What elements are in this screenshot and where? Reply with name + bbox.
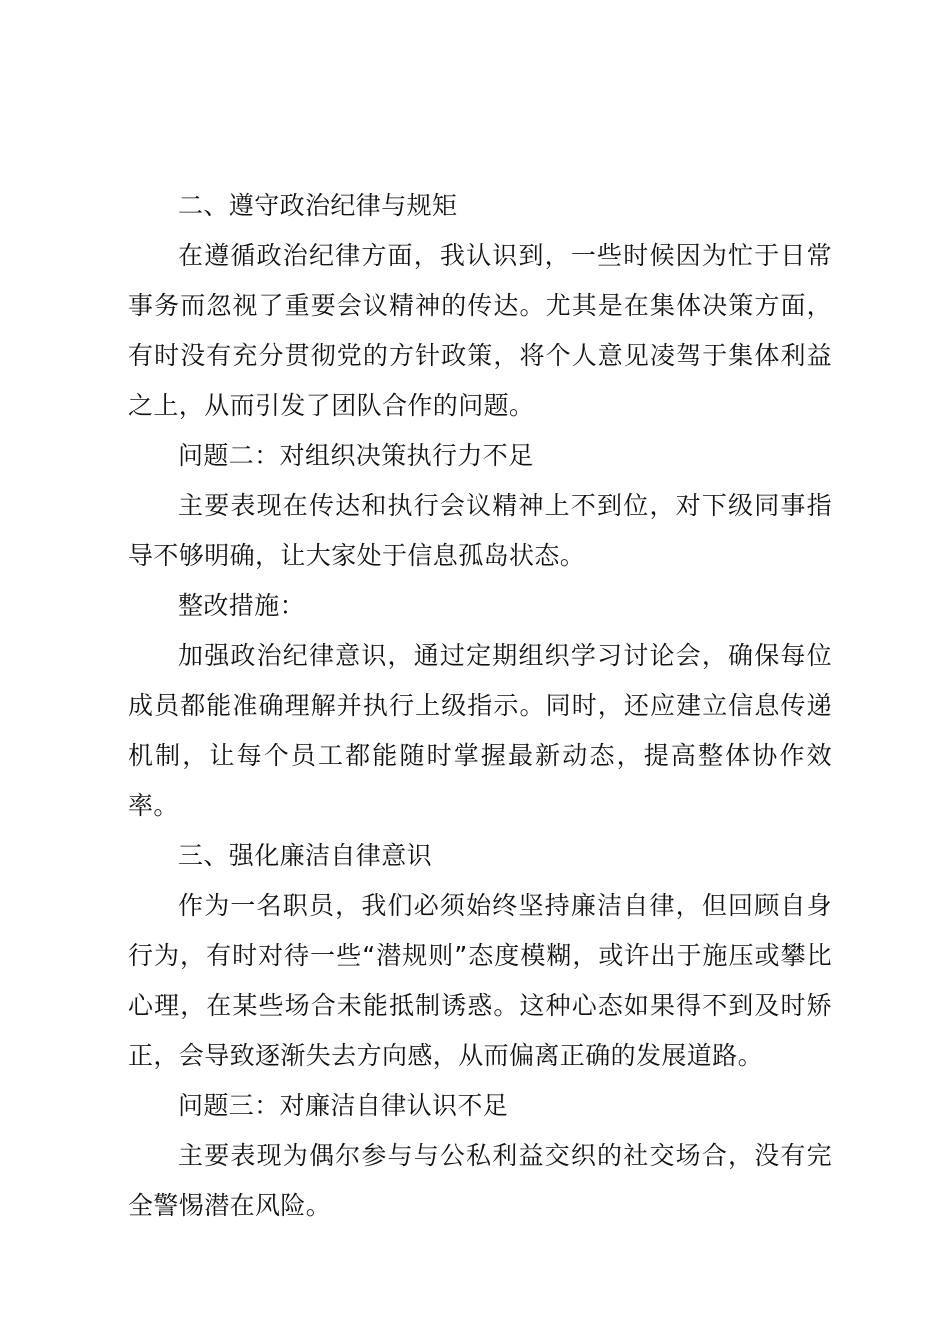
problem-heading-3: 问题三：对廉洁自律认识不足 bbox=[178, 1091, 509, 1120]
section-heading-2: 二、遵守政治纪律与规矩 bbox=[178, 191, 458, 220]
measures-heading: 整改措施： bbox=[178, 591, 306, 620]
problem-heading-2: 问题二：对组织决策执行力不足 bbox=[178, 441, 534, 470]
paragraph: 作为一名职员，我们必须始终坚持廉洁自律，但回顾自身行为，有时对待一些“潜规则”态度模糊，或许出于施压或攀比心理，在某些场合未能抵制诱惑。这种心态如果得不到及时矫正，会导致逐渐失去方向感，从而偏离正确的发展道路。 bbox=[128, 891, 832, 1070]
paragraph: 主要表现在传达和执行会议精神上不到位，对下级同事指导不够明确，让大家处于信息孤岛状态。 bbox=[128, 491, 832, 570]
paragraph: 在遵循政治纪律方面，我认识到，一些时候因为忙于日常事务而忽视了重要会议精神的传达。尤其是在集体决策方面，有时没有充分贯彻党的方针政策，将个人意见凌驾于集体利益之上，从而引发了团队合作的问题。 bbox=[128, 241, 832, 420]
paragraph: 加强政治纪律意识，通过定期组织学习讨论会，确保每位成员都能准确理解并执行上级指示。同时，还应建立信息传递机制，让每个员工都能随时掌握最新动态，提高整体协作效率。 bbox=[128, 641, 832, 820]
section-heading-3: 三、强化廉洁自律意识 bbox=[178, 841, 433, 870]
document-body bbox=[128, 181, 832, 1231]
paragraph: 主要表现为偶尔参与与公私利益交织的社交场合，没有完全警惕潜在风险。 bbox=[128, 1141, 832, 1220]
